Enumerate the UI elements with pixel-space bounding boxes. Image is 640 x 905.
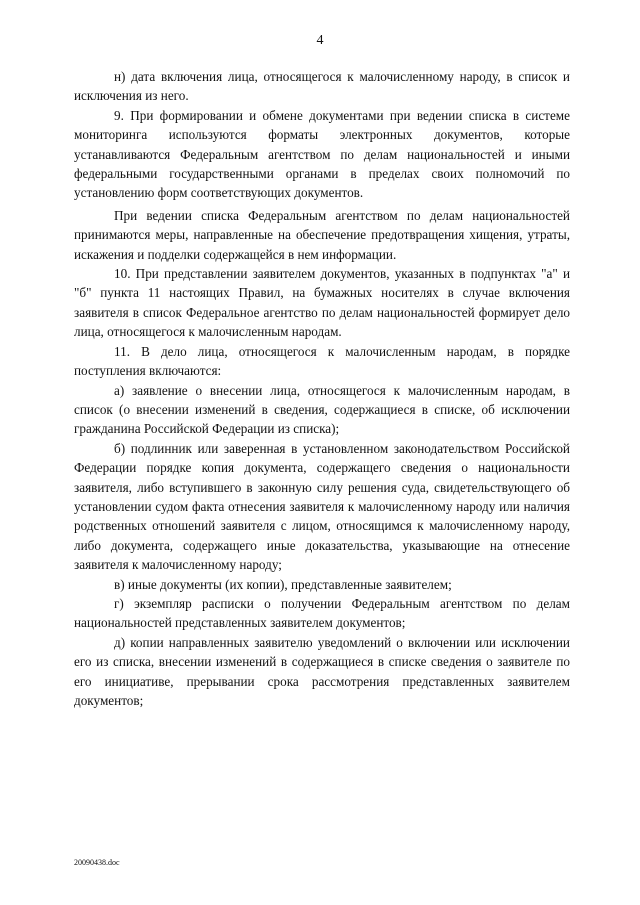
paragraph-9: 9. При формировании и обмене документами при ведении списка в системе мониторинга используются форматы электронных документов, которые устанавливаются Федеральным агентством по делам национальностей и иными федеральными государственными органами в пределах своих полномочий по установлению форм соответствующих документов.: [74, 107, 570, 201]
paragraph-11-a: а) заявление о внесении лица, относящегося к малочисленным народам, в список (о внесении изменений в сведения, содержащиеся в списке, об исключении гражданина Российской Федерации из списка);: [74, 382, 570, 437]
page-number: 4: [316, 33, 324, 48]
paragraph-9-measures: При ведении списка Федеральным агентством по делам национальностей принимаются меры, направленные на обеспечение предотвращения хищения, утраты, искажения и подделки содержащейся в нем информации.: [74, 207, 570, 262]
document-body: [74, 67, 570, 710]
paragraph-11: 11. В дело лица, относящегося к малочисленным народам, в порядке поступления включаются:: [74, 343, 570, 379]
paragraph-11-g: г) экземпляр расписки о получении Федеральным агентством по делам национальностей представленных заявителем документов;: [74, 595, 570, 631]
paragraph-11-d: д) копии направленных заявителю уведомлений о включении или исключении его из списка, внесении изменений в содержащиеся в списке сведения о заявителе по его инициативе, прерывании срока рассмотрения представленных заявителем документов;: [74, 634, 570, 708]
paragraph-11-b: б) подлинник или заверенная в установленном законодательством Российской Федерации порядке копия документа, содержащего сведения о национальности заявителя, либо вступившего в законную силу решения суда, свидетельствующего об установлении судом факта отнесения заявителя к малочисленному народу или наличия родственных отношений заявителя с лицом, относящимся к малочисленному народу, либо документа, содержащего иные доказательства, указывающие на отнесение заявителя к малочисленному народу;: [74, 440, 570, 573]
paragraph-11-v: в) иные документы (их копии), представленные заявителем;: [114, 576, 452, 592]
paragraph-n: н) дата включения лица, относящегося к малочисленному народу, в список и исключения из него.: [74, 69, 570, 104]
footer-doc-code: 20090438.doc: [74, 858, 120, 867]
paragraph-10: 10. При представлении заявителем документов, указанных в подпунктах "а" и "б" пункта 11 настоящих Правил, на бумажных носителях в случае включения заявителя в список Федеральное агентство по делам национальностей формирует дело лица, относящегося к малочисленным народам.: [74, 266, 570, 340]
